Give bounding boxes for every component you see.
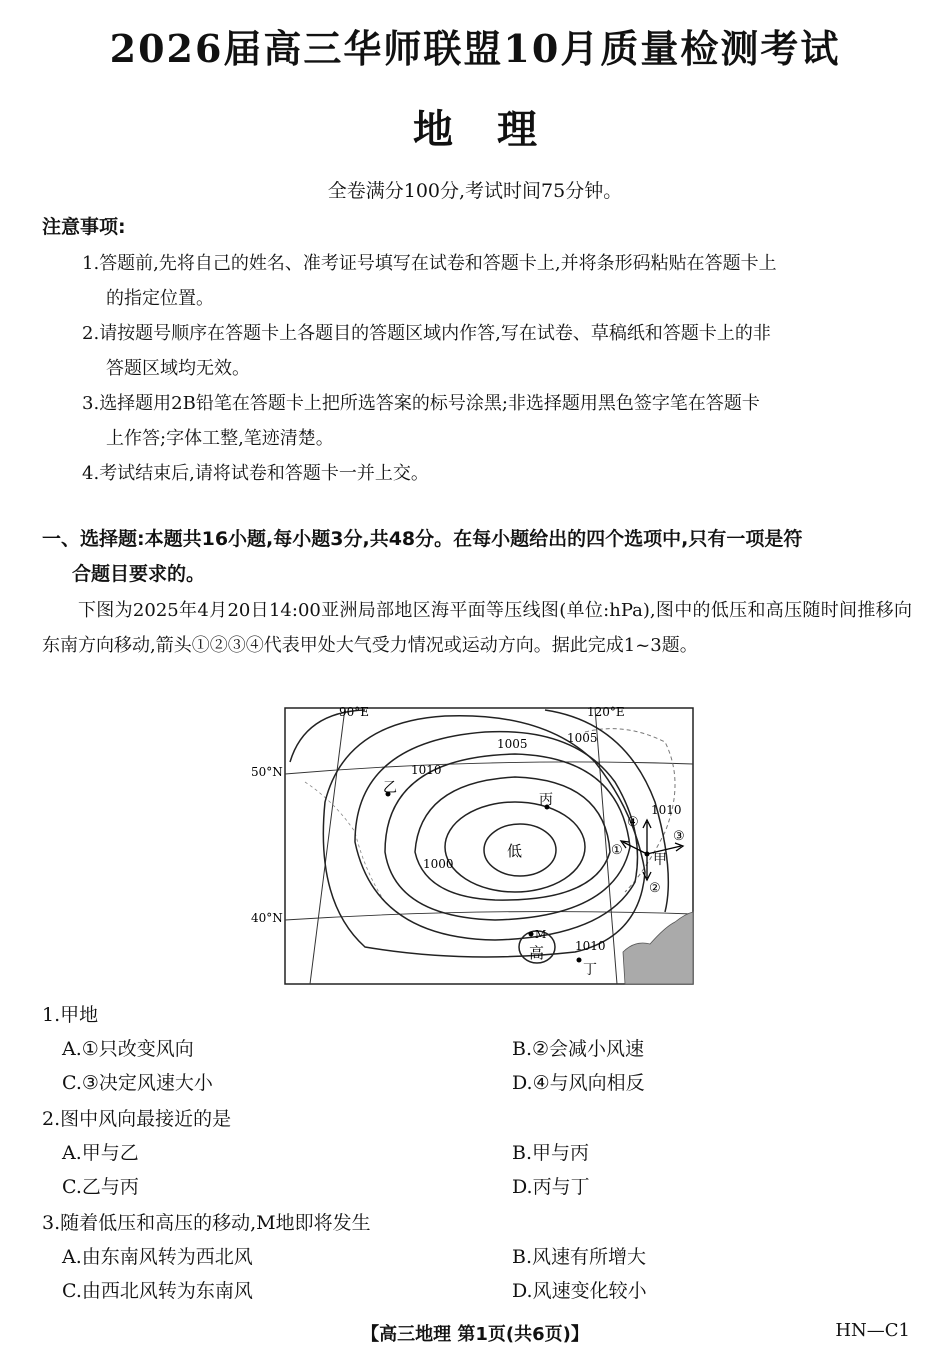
page-footer: 【高三地理 第1页(共6页)】 [361,1324,589,1345]
place-m-dot [529,932,534,937]
question-2-option-d: D.丙与丁 [512,1176,590,1198]
question-1-option-d: D.④与风向相反 [512,1072,645,1094]
question-3-option-a: A.由东南风转为西北风 [62,1246,253,1268]
section-heading-line1: 一、选择题:本题共16小题,每小题3分,共48分。在每小题给出的四个选项中,只有一项是符 [42,528,803,550]
isobar-label-1010-a: 1010 [411,763,442,777]
notice-item-3 [82,386,912,456]
subject-title: 地理 [413,107,581,153]
question-3-option-d: D.风速变化较小 [512,1280,647,1302]
isobar-label-1000: 1000 [423,857,454,871]
isobar-map-svg [245,702,705,992]
notice-item-number: 3. [82,393,100,414]
section-heading-line2: 合题目要求的。 [72,563,206,585]
arrow-2-label: ② [649,881,661,896]
low-center-label: 低 [507,842,523,860]
place-ding-dot [577,958,582,963]
notice-title: 注意事项: [42,216,126,238]
lon-label-120e: 120°E [587,705,625,719]
isobar-label-1010-c: 1010 [575,939,606,953]
question-3-stem: 3.随着低压和高压的移动,M地即将发生 [42,1212,371,1234]
place-m-label: M [535,928,547,941]
notice-item-1 [82,246,912,316]
question-2-option-b: B.甲与丙 [512,1142,590,1164]
arrow-4-label: ④ [627,815,639,830]
question-3-option-b: B.风速有所增大 [512,1246,647,1268]
notice-item-text: 答题前,先将自己的姓名、准考证号填写在试卷和答题卡上,并将条形码粘贴在答题卡上 [99,253,777,274]
isobar-label-1005-a: 1005 [497,737,528,751]
lon-label-90e: 90°E [339,705,370,719]
question-2-stem: 2.图中风向最接近的是 [42,1108,232,1130]
question-1-stem: 1.甲地 [42,1004,99,1026]
lat-label-40n: 40°N [251,911,283,925]
question-2-option-c: C.乙与丙 [62,1176,139,1198]
place-jia-label: 甲 [653,852,667,868]
arrow-3-label: ③ [673,829,685,844]
isobar-map [245,702,705,992]
question-1-option-c: C.③决定风速大小 [62,1072,213,1094]
lat-label-50n: 50°N [251,765,283,779]
isobar-label-1010-b: 1010 [651,803,682,817]
notice-item-number: 1. [82,253,100,274]
paper-code: HN—C1 [835,1320,910,1341]
place-yi-label: 乙 [383,780,397,796]
notice-item-text: 请按题号顺序在答题卡上各题目的答题区域内作答,写在试卷、草稿纸和答题卡上的非 [99,323,771,344]
section-heading [42,522,914,592]
notice-item-text: 考试结束后,请将试卷和答题卡一并上交。 [99,463,429,484]
question-2-option-a: A.甲与乙 [62,1142,139,1164]
exam-title: 2026届高三华师联盟10月质量检测考试 [109,26,841,71]
notice-item-continuation: 上作答;字体工整,笔迹清楚。 [106,428,334,449]
question-1-option-b: B.②会减小风速 [512,1038,645,1060]
notice-item-4 [82,456,912,491]
high-center-label: 高 [529,944,545,962]
question-intro: 下图为2025年4月20日14:00亚洲局部地区海平面等压线图(单位:hPa),图中的低压和高压随时间推移向东南方向移动,箭头①②③④代表甲处大气受力情况或运动方向。据此完成1~3题。 [42,600,912,656]
question-1-option-a: A.①只改变风向 [62,1038,194,1060]
notice-item-2 [82,316,912,386]
isobar-label-1005-b: 1005 [567,731,598,745]
notice-item-continuation: 的指定位置。 [106,288,214,309]
notice-item-continuation: 答题区域均无效。 [106,358,250,379]
arrow-1-label: ① [611,843,623,858]
notice-item-number: 4. [82,463,100,484]
score-time-note: 全卷满分100分,考试时间75分钟。 [327,180,623,202]
place-ding-label: 丁 [583,962,597,978]
place-bing-label: 丙 [539,792,553,808]
question-3-option-c: C.由西北风转为东南风 [62,1280,253,1302]
notice-item-number: 2. [82,323,100,344]
notice-item-text: 选择题用2B铅笔在答题卡上把所选答案的标号涂黑;非选择题用黑色签字笔在答题卡 [99,393,760,414]
